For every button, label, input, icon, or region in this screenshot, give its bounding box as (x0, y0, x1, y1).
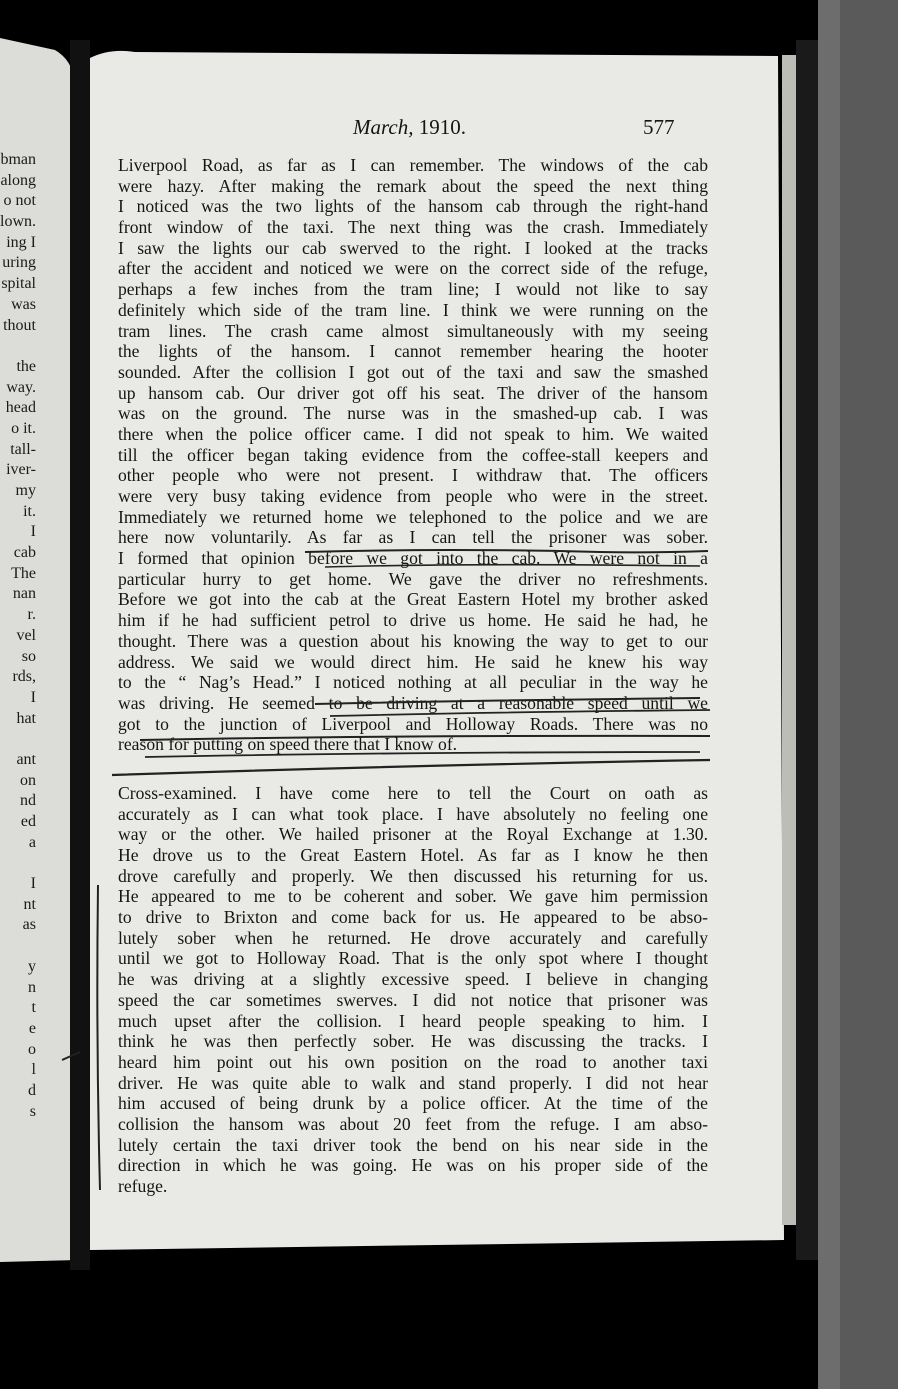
text-line: tram lines. The crash came almost simultaneously with my seeing (118, 320, 708, 341)
text-line: there when the police officer came. I did not speak to him. We waited (118, 423, 708, 444)
left-page-fragment: l (31, 1061, 36, 1079)
text-line: lutely certain the taxi driver took the bend on his near side in the (118, 1134, 708, 1155)
text-line: was on the ground. The nurse was in the smashed-up cab. I was (118, 403, 708, 424)
text-line: he was driving at a slightly excessive speed. I believe in changing (118, 969, 708, 990)
text-line: the lights of the hansom. I cannot remember hearing the hooter (118, 341, 708, 362)
text-line: other people who were not present. I withdraw that. The officers (118, 465, 708, 486)
left-page-fragment: o it. (11, 419, 36, 437)
text-line: accurately as I can what took place. I have absolutely no feeling one (118, 803, 708, 824)
text-line: refuge. (118, 1176, 168, 1196)
left-page-fragment: r. (27, 606, 36, 624)
text-line: address. We said we would direct him. He said he knew his way (118, 651, 708, 672)
left-page-fragment: way. (6, 378, 36, 396)
left-page-fragment: I (30, 523, 36, 541)
left-page-fragment: spital (1, 275, 36, 293)
left-page-fragment: as (22, 916, 36, 934)
text-line: direction in which he was going. He was on his proper side of the (118, 1155, 708, 1176)
left-page-fragment: bman (0, 151, 36, 168)
text-line: to the “ Nag’s Head.” I noticed nothing at all peculiar in the way he (118, 672, 708, 693)
page-body (118, 155, 708, 1197)
left-page-fragment: was (11, 295, 36, 313)
text-line: Cross-examined. I have come here to tell the Court on oath as (118, 782, 708, 803)
left-page-fragment: nd (20, 792, 36, 810)
left-page-fragment: along (0, 171, 36, 189)
page-number: 577 (643, 115, 675, 139)
left-page-fragment: thout (3, 316, 36, 334)
left-page-fragment: a (28, 833, 36, 851)
text-line: front window of the taxi. The next thing was the crash. Immediately (118, 217, 708, 238)
text-line: He drove us to the Great Eastern Hotel. As far as I know he then (118, 845, 708, 865)
running-header (88, 115, 708, 141)
text-line: were very busy taking evidence from people who were in the street. (118, 486, 708, 506)
text-line: drove carefully and properly. We then discussed his returning for us. (118, 865, 708, 886)
left-page-fragment: s (29, 1102, 36, 1120)
left-page-fragment: The (11, 564, 36, 582)
text-line: here now voluntarily. As far as I can tell the prisoner was sober. (118, 527, 708, 548)
left-page-fragment: rds, (12, 668, 36, 686)
left-page-fragment: the (16, 357, 36, 375)
text-line: till the officer began taking evidence from the coffee-stall keepers and (118, 444, 708, 465)
left-page-fragment: uring (2, 254, 36, 272)
text-line: think he was then perfectly sober. He was discussing the tracks. I (118, 1031, 708, 1052)
text-line: speed the car sometimes swerves. I did not notice that prisoner was (118, 989, 708, 1010)
left-page-fragment: on (20, 771, 36, 789)
text-line: heard him point out his own position on the road to another taxi (118, 1051, 708, 1072)
text-line: reason for putting on speed there that I know of. (118, 734, 458, 755)
text-line: thought. There was a question about his knowing the way to get to our (118, 630, 708, 651)
left-page-fragment: ant (16, 750, 36, 768)
text-line: sounded. After the collision I got out of the taxi and saw the smashed (118, 361, 708, 382)
text-line: I formed that opinion before we got into the cab. We were not in a (118, 548, 708, 569)
text-line: Before we got into the cab at the Great Eastern Hotel my brother asked (118, 589, 708, 610)
text-line: definitely which side of the tram line. I think we were running on the (118, 299, 708, 320)
left-page-fragment: e (28, 1019, 36, 1037)
left-page-fragment: my (15, 482, 36, 499)
left-page-fragment: ed (20, 813, 36, 830)
text-line: lutely sober when he returned. He drove accurately and carefully (118, 927, 708, 948)
left-page-fragment: iver- (6, 461, 36, 479)
left-page-fragment (0, 729, 36, 750)
text-line: He appeared to me to be coherent and sober. We gave him permission (118, 886, 708, 907)
left-page-fragment: nan (12, 585, 36, 603)
text-line: collision the hansom was about 20 feet from the refuge. I am abso- (118, 1113, 708, 1134)
paragraph-gap (118, 755, 708, 783)
left-page-fragment: lown. (0, 213, 36, 231)
left-page-fragment: y (28, 957, 36, 975)
text-line: particular hurry to get home. We gave the driver no refreshments. (118, 568, 708, 589)
left-page-fragment: o (28, 1040, 36, 1058)
left-page-fragment: it. (23, 502, 36, 520)
text-line: to drive to Brixton and come back for us. He appeared to be abso- (118, 907, 708, 928)
left-page-fragment (0, 336, 36, 357)
page-title: March, 1910. (353, 115, 466, 139)
text-line: him accused of being drunk by a police officer. At the time of the (118, 1093, 708, 1114)
left-page-fragment: nt (23, 895, 36, 913)
book-page (88, 55, 778, 1250)
text-line: much upset after the collision. I heard people speaking to him. I (118, 1010, 708, 1031)
text-line: up hansom cab. Our driver got off his seat. The driver of the hansom (118, 382, 708, 403)
text-line: driver. He was quite able to walk and stand properly. I did not hear (118, 1072, 708, 1093)
text-line: I noticed was the two lights of the hansom cab through the right-hand (118, 196, 708, 217)
left-page-fragment: d (28, 1081, 36, 1099)
left-page-fragment: o not (3, 192, 36, 210)
text-line: got to the junction of Liverpool and Holloway Roads. There was no (118, 713, 708, 734)
left-page-fragment: t (31, 999, 36, 1017)
text-line: him if he had sufficient petrol to drive us home. He said he had, he (118, 610, 708, 631)
left-page-fragment: head (5, 399, 36, 417)
left-page-fragment (0, 853, 36, 874)
text-line: perhaps a few inches from the tram line; I would not like to say (118, 279, 708, 300)
left-page-fragment: I (30, 875, 36, 893)
text-line: after the accident and noticed we were on the correct side of the refuge, (118, 258, 708, 279)
text-line: Liverpool Road, as far as I can remember. The windows of the cab (118, 155, 708, 175)
text-line: way or the other. We hailed prisoner at the Royal Exchange at 1.30. (118, 824, 708, 845)
left-page-fragment: cab (13, 544, 36, 562)
text-line: I saw the lights our cab swerved to the right. I looked at the tracks (118, 237, 708, 258)
left-page-fragment (0, 936, 36, 957)
text-line: were hazy. After making the remark about the speed the next thing (118, 175, 708, 196)
text-line: until we got to Holloway Road. That is the only spot where I thought (118, 948, 708, 969)
left-page-fragments (0, 150, 36, 1122)
text-line: Immediately we returned home we telephoned to the police and we are (118, 506, 708, 527)
left-page-fragment: n (28, 978, 36, 996)
left-page-fragment: vel (16, 626, 36, 644)
left-page-fragment: hat (16, 709, 36, 727)
left-page-fragment: ing I (6, 233, 36, 251)
text-line: was driving. He seemed to be driving at a reasonable speed until we (118, 692, 708, 713)
left-page-fragment: so (21, 647, 36, 665)
left-page-fragment: I (30, 688, 36, 706)
left-page-fragment: tall- (10, 440, 36, 458)
